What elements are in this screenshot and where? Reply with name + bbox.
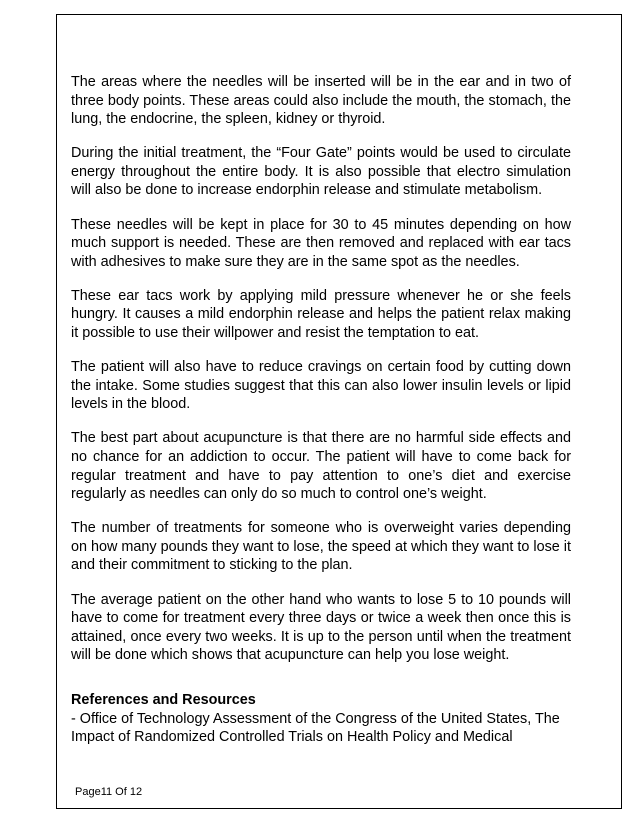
paragraph-average-patient: The average patient on the other hand who wants to lose 5 to 10 pounds will have to come for treatment every three days or twice a week then once this is attained, once every two weeks. It is up to the person until when the treatment will be done which shows that acupuncture can help you lose weight. xyxy=(71,591,571,664)
paragraph-reduce-cravings: The patient will also have to reduce cravings on certain food by cutting down the intake. Some studies suggest that this can also lower insulin levels or lipid levels in the blood. xyxy=(71,359,571,413)
paragraph-initial-treatment: During the initial treatment, the “Four Gate” points would be used to circulate energy throughout the entire body. It is also possible that electro simulation will also be done to increase endorphin release and stimulate metabolism. xyxy=(71,145,571,199)
paragraph-needle-duration: These needles will be kept in place for 30 to 45 minutes depending on how much support is needed. These are then removed and replaced with ear tacs with adhesives to make sure they are in the same spot as the needles. xyxy=(71,216,571,270)
references-heading: References and Resources xyxy=(71,691,256,708)
paragraph-needle-areas: The areas where the needles will be inserted will be in the ear and in two of three body points. These areas could also include the mouth, the stomach, the lung, the endocrine, the spleen, kidney or thyroid. xyxy=(71,74,571,128)
document-body xyxy=(71,73,571,747)
paragraph-no-side-effects: The best part about acupuncture is that there are no harmful side effects and no chance for an addiction to occur. The patient will have to come back for regular treatment and have to pay attention to one’s diet and exercise regularly as needles can only do so much to control one’s weight. xyxy=(71,430,571,503)
reference-entry: - Office of Technology Assessment of the Congress of the United States, The Impact of Randomized Controlled Trials on Health Policy and Medical xyxy=(71,710,560,746)
paragraph-ear-tacs: These ear tacs work by applying mild pressure whenever he or she feels hungry. It causes a mild endorphin release and helps the patient relax making it possible to use their willpower and resist the temptation to eat. xyxy=(71,287,571,342)
page-number: Page11 Of 12 xyxy=(75,786,143,798)
paragraph-number-of-treatments: The number of treatments for someone who is overweight varies depending on how many pounds they want to lose, the speed at which they want to lose it and their commitment to sticking to the plan. xyxy=(71,520,571,574)
